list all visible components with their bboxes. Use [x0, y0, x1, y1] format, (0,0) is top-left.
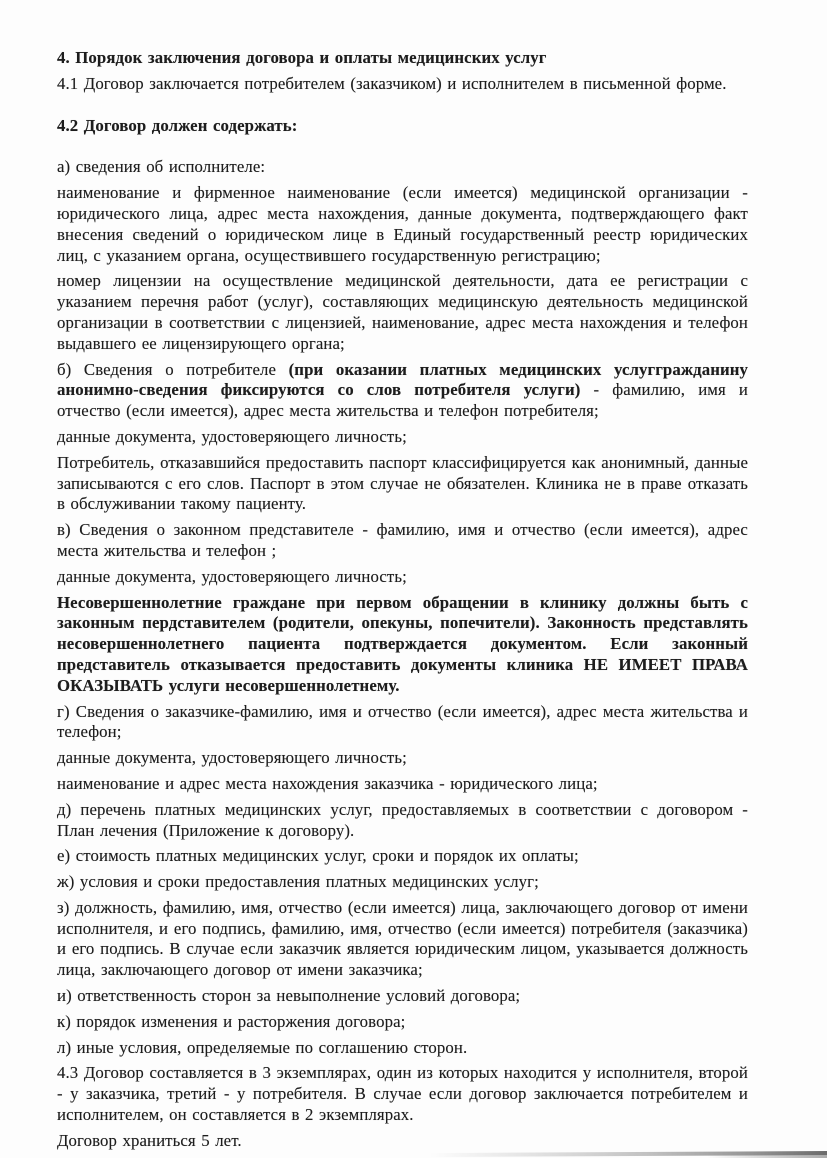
item-a: а) сведения об исполнителе:	[57, 157, 266, 177]
item-l: л) иные условия, определяемые по соглашению сторон.	[57, 1037, 468, 1057]
clause-4-3: 4.3 Договор составляется в 3 экземплярах, один из которых находится у исполнителя, второй - у заказчика, третий - у потребителя. В случае если договор заключается потребителем и исполнителем, он составляется в 2 экземплярах.	[57, 1063, 748, 1125]
para-contract-storage: Договор храниться 5 лет.	[57, 1130, 242, 1150]
item-d: д) перечень платных медицинских услуг, предоставляемых в соответствии с договором - План лечения (Приложение к договору).	[57, 799, 748, 840]
item-b-bold-note: (при оказании платных медицинских услуггражданину анонимно-сведения фиксируются со слов потребителя услуги)	[57, 359, 749, 400]
item-g: г) Сведения о заказчике-фамилию, имя и отчество (если имеется), адрес места жительства и телефон;	[57, 701, 748, 742]
item-zh: ж) условия и сроки предоставления платных медицинских услуг;	[57, 872, 539, 892]
item-k: к) порядок изменения и расторжения договора;	[57, 1011, 406, 1031]
para-executor-org-info: наименование и фирменное наименование (если имеется) медицинской организации - юридического лица, адрес места нахождения, данные документа, подтверждающего факт внесения сведений о юридическом лице в Единый государственный реестр юридических лиц, с указанием органа, осуществившего государственную регистрацию;	[57, 183, 748, 265]
para-license-info: номер лицензии на осуществление медицинской деятельности, дата ее регистрации с указанием перечня работ (услуг), составляющих медицинскую деятельность медицинской организации в соответствии с лицензией, наименование, адрес места нахождения и телефон выдавшего ее лицензирующего органа;	[57, 271, 748, 353]
para-id-document-2: данные документа, удостоверяющего личность;	[57, 566, 407, 586]
item-b	[57, 360, 748, 422]
para-anonymous-patient: Потребитель, отказавшийся предоставить паспорт классифицируется как анонимный, данные записываются с его слов. Паспорт в этом случае не обязателен. Клиника не в праве отказать в обслуживании такому пациенту.	[57, 452, 748, 514]
clause-4-1: 4.1 Договор заключается потребителем (заказчиком) и исполнителем в письменной форме.	[57, 73, 727, 93]
clause-4-2-heading: 4.2 Договор должен содержать:	[57, 115, 298, 135]
document-content	[57, 48, 748, 1157]
para-customer-legal-address: наименование и адрес места нахождения заказчика - юридического лица;	[57, 773, 598, 793]
section-heading: 4. Порядок заключения договора и оплаты медицинских услуг	[57, 48, 547, 67]
item-b-suffix: - фамилию, имя и отчество (если имеется), адрес места жительства и телефон потребителя;	[57, 380, 748, 421]
item-i: и) ответственность сторон за невыполнение условий договора;	[57, 986, 521, 1006]
para-id-document-3: данные документа, удостоверяющего личность;	[57, 748, 407, 768]
item-e: е) стоимость платных медицинских услуг, сроки и порядок их оплаты;	[57, 846, 579, 866]
item-v: в) Сведения о законном представителе - фамилию, имя и отчество (если имеется), адрес места жительства и телефон ;	[57, 520, 748, 560]
para-minors-requirement: Несовершеннолетние граждане при первом обращении в клинику должны быть с законным пердставителем (родители, опекуны, попечители). Законность представлять несовершеннолетнего пациента подтверждается документом. Если законный представитель отказывается предоставить документы клиника НЕ ИМЕЕТ ПРАВА ОКАЗЫВАТЬ услуги несовершеннолетнему.	[57, 592, 748, 695]
item-b-prefix: б) Сведения о потребителе	[57, 359, 289, 379]
para-id-document-1: данные документа, удостоверяющего личность;	[57, 426, 407, 446]
item-z: з) должность, фамилию, имя, отчество (если имеется) лица, заключающего договор от имени исполнителя, и его подпись, фамилию, имя, отчество (если имеется) потребителя (заказчика) и его подпись. В случае если заказчик является юридическим лицом, указывается должность лица, заключающего договор от имени заказчика;	[57, 897, 748, 980]
